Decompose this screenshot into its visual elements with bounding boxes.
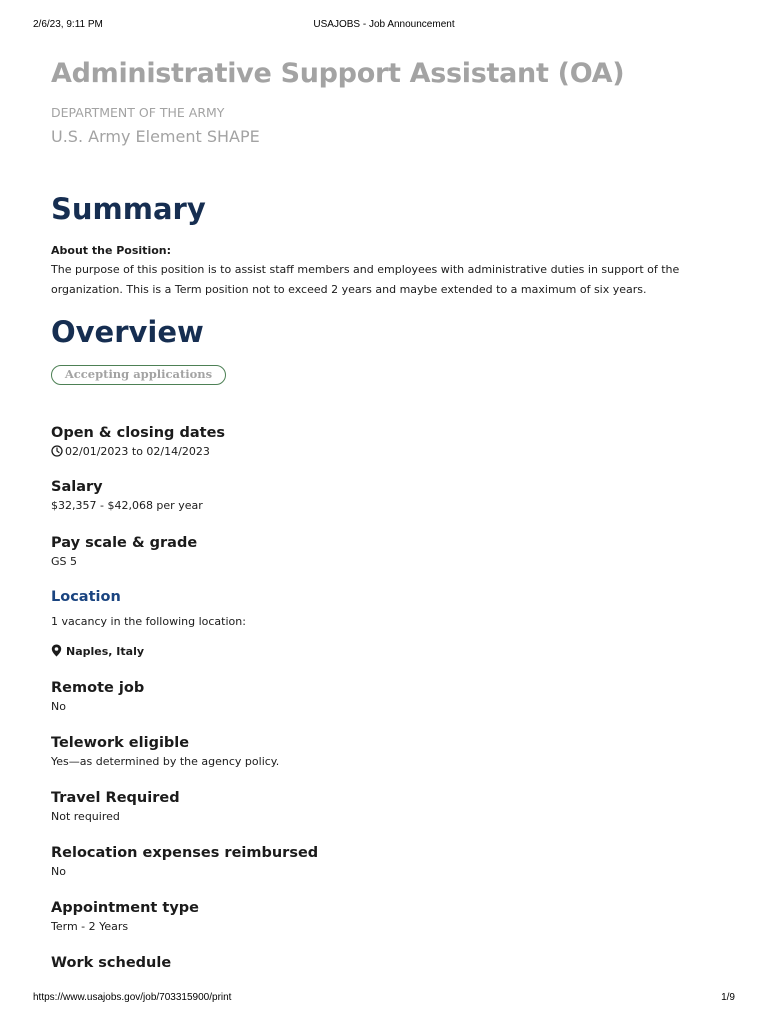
map-pin-icon (51, 644, 62, 661)
location-field (51, 588, 246, 661)
relocation-label: Relocation expenses reimbursed (51, 845, 319, 861)
agency-name: DEPARTMENT OF THE ARMY (51, 105, 225, 120)
status-badge: Accepting applications (51, 365, 226, 385)
appointment-type-field (51, 899, 199, 934)
grade-label: Pay scale & grade (51, 535, 198, 551)
telework-value: Yes—as determined by the agency policy. (51, 755, 280, 768)
pay-grade-field (51, 534, 197, 569)
summary-heading: Summary (51, 192, 206, 226)
print-page-title: USAJOBS - Job Announcement (313, 19, 455, 30)
travel-label: Travel Required (51, 790, 180, 806)
appointment-label: Appointment type (51, 900, 200, 916)
print-footer (0, 992, 768, 1004)
appointment-value: Term - 2 Years (51, 920, 129, 933)
relocation-value: No (51, 865, 66, 878)
dates-label: Open & closing dates (51, 425, 226, 441)
telework-label: Telework eligible (51, 735, 190, 751)
location-label: Location (51, 589, 121, 605)
salary-label: Salary (51, 479, 103, 495)
job-announcement (51, 56, 731, 385)
remote-value: No (51, 700, 66, 713)
salary-value: $32,357 - $42,068 per year (51, 499, 203, 512)
about-position-text: The purpose of this position is to assist staff members and employees with administrative duties in support of the organization. This is a Term position not to exceed 2 years and maybe extended to a maximum of six years. (51, 263, 680, 296)
travel-value: Not required (51, 810, 120, 823)
overview-heading: Overview (51, 315, 204, 349)
print-datetime: 2/6/23, 9:11 PM (33, 19, 103, 30)
clock-icon (51, 445, 63, 461)
telework-field (51, 734, 279, 769)
schedule-label: Work schedule (51, 955, 172, 971)
remote-label: Remote job (51, 680, 145, 696)
work-schedule-field (51, 954, 171, 972)
about-position-label: About the Position: (51, 244, 171, 257)
location-intro: 1 vacancy in the following location: (51, 615, 246, 628)
salary-field (51, 478, 203, 513)
remote-job-field (51, 679, 144, 714)
relocation-field (51, 844, 318, 879)
travel-field (51, 789, 180, 824)
print-header (0, 19, 768, 31)
grade-value: GS 5 (51, 555, 78, 568)
dates-value: 02/01/2023 to 02/14/2023 (65, 445, 210, 458)
location-name: Naples, Italy (66, 645, 145, 658)
job-title: Administrative Support Assistant (OA) (51, 58, 625, 89)
location-item (51, 644, 246, 661)
print-url[interactable]: https://www.usajobs.gov/job/703315900/print (33, 992, 232, 1003)
subagency-name: U.S. Army Element SHAPE (51, 127, 260, 146)
open-closing-dates-field (51, 424, 225, 461)
print-page-number: 1/9 (721, 992, 735, 1003)
dates-value-row (51, 444, 225, 461)
